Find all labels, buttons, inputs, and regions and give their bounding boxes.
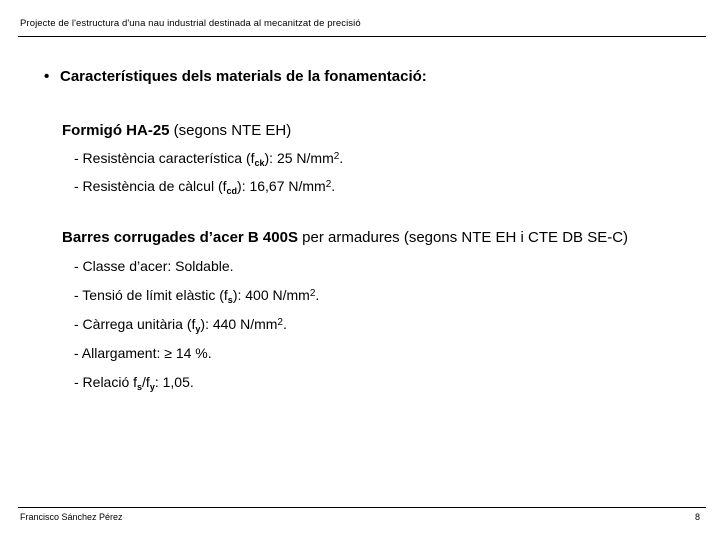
section-heading: Característiques dels materials de la fonamentació:: [60, 68, 427, 85]
text: ): 16,67 N/mm: [237, 178, 326, 194]
rebar-title: [62, 229, 628, 246]
rebar-title-bold: Barres corrugades d’acer B 400S: [62, 229, 298, 246]
header-divider: [18, 36, 706, 37]
text: .: [331, 178, 336, 194]
text: .: [339, 150, 344, 166]
text: - Càrrega unitària (f: [74, 316, 196, 332]
subscript: y: [149, 382, 155, 392]
rebar-item-1: [74, 258, 234, 274]
text: - Resistència característica (f: [74, 150, 255, 166]
rebar-item-4: [74, 345, 212, 361]
subscript: ck: [254, 158, 265, 168]
subscript: y: [195, 324, 201, 334]
text: ): 25 N/mm: [264, 150, 334, 166]
text: /f: [142, 374, 150, 390]
text: .: [315, 287, 320, 303]
rebar-item-2: [74, 287, 319, 305]
subscript: s: [137, 382, 143, 392]
text: ): 440 N/mm: [200, 316, 278, 332]
text: - Allargament: ≥ 14 %.: [74, 345, 212, 361]
superscript: 2: [325, 179, 332, 190]
text: - Resistència de càlcul (f: [74, 178, 227, 194]
footer-divider: [18, 507, 706, 508]
rebar-title-rest: per armadures (segons NTE EH i CTE DB SE-C): [297, 229, 629, 246]
footer-author: Francisco Sánchez Pérez: [20, 512, 123, 522]
superscript: 2: [277, 317, 283, 328]
text: - Classe d’acer: Soldable.: [74, 258, 234, 274]
rebar-item-3: [74, 316, 287, 334]
text: ): 400 N/mm: [232, 287, 310, 303]
rebar-item-5: [74, 374, 194, 392]
section-bullet: [44, 68, 427, 85]
text: : 1,05.: [154, 374, 194, 390]
concrete-title-bold: Formigó HA-25: [62, 122, 170, 139]
page-header: Projecte de l'estructura d'una nau industrial destinada al mecanitzat de precisió: [20, 18, 361, 29]
superscript: 2: [333, 151, 340, 162]
concrete-item-2: [74, 178, 335, 196]
text: - Relació f: [74, 374, 138, 390]
concrete-item-1: [74, 150, 343, 168]
subscript: cd: [226, 186, 238, 196]
bullet-dot: •: [44, 68, 50, 85]
text: .: [282, 316, 287, 332]
concrete-title: [62, 122, 291, 139]
subscript: s: [227, 295, 233, 305]
text: - Tensió de límit elàstic (f: [74, 287, 228, 303]
concrete-title-rest: (segons NTE EH): [169, 122, 292, 139]
superscript: 2: [309, 288, 316, 299]
page-number: 8: [694, 512, 700, 522]
